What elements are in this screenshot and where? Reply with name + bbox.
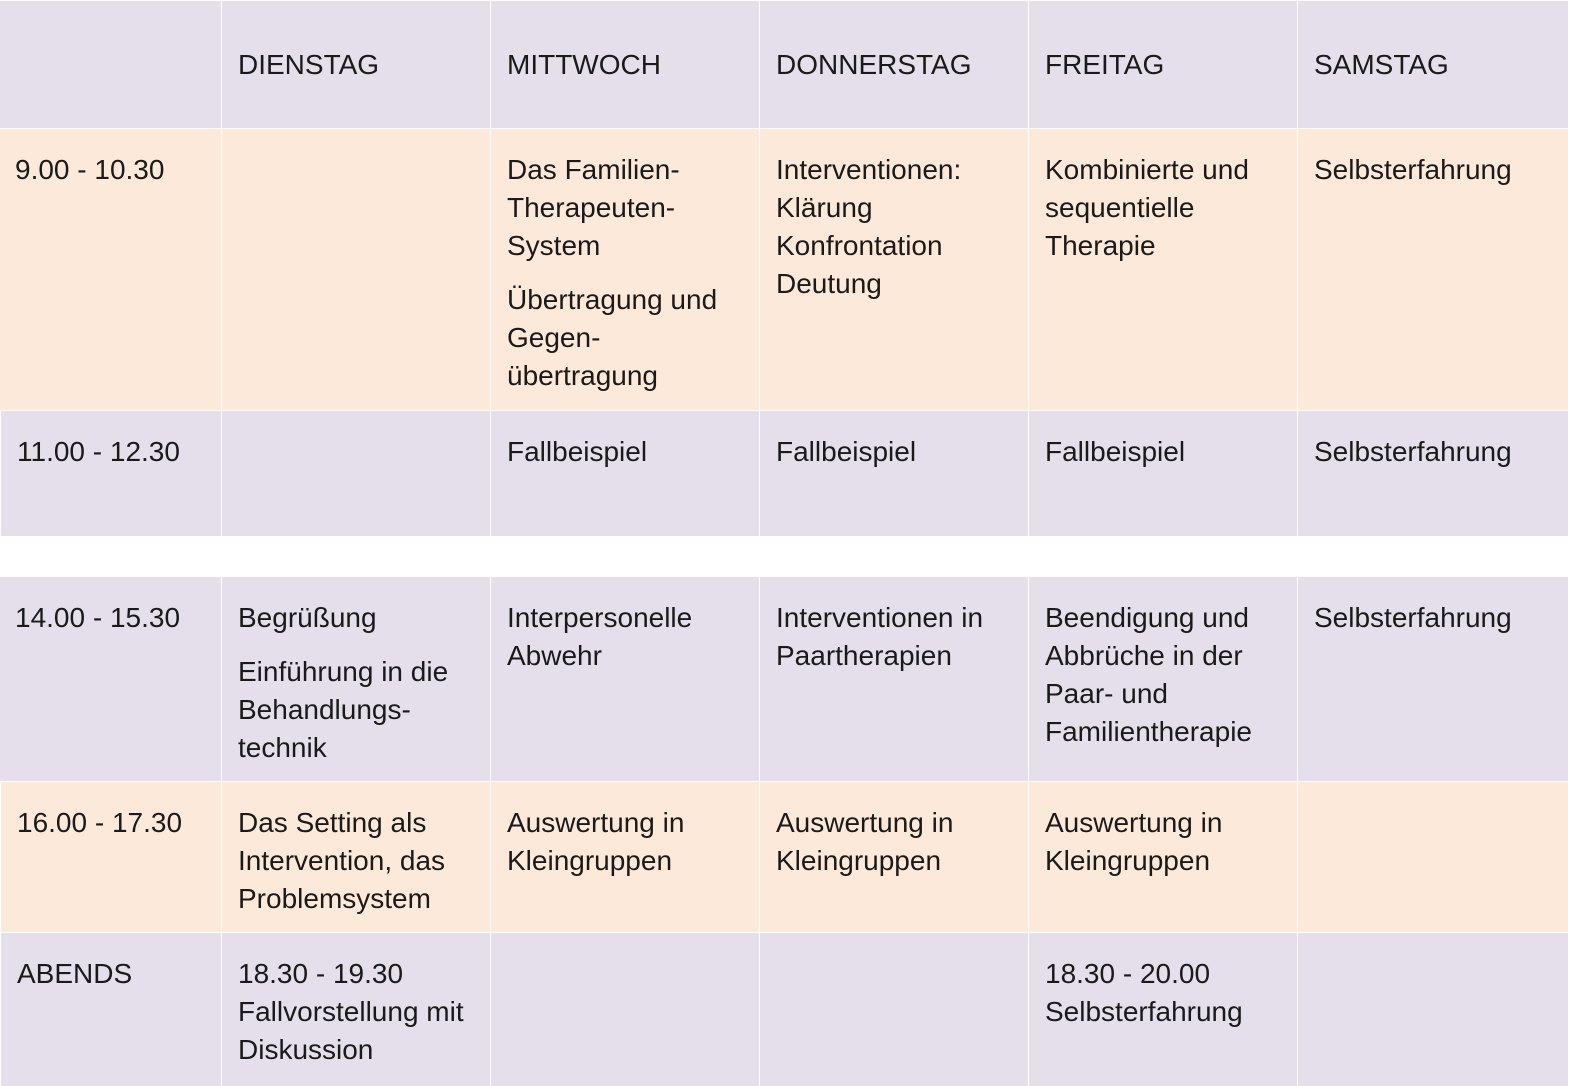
session-paragraph bbox=[507, 599, 747, 675]
session-cell-saturday bbox=[1297, 128, 1568, 410]
session-text-line: System bbox=[507, 230, 601, 261]
session-text-line: Kleingruppen bbox=[507, 845, 673, 876]
session-text-line: Das Setting als bbox=[238, 807, 427, 838]
time-slot-label: 14.00 - 15.30 bbox=[15, 602, 181, 633]
day-label: SAMSTAG bbox=[1314, 49, 1449, 80]
session-cell-tuesday bbox=[221, 410, 490, 536]
session-cell-thursday bbox=[759, 781, 1028, 932]
session-text-line: Therapie bbox=[1045, 230, 1156, 261]
session-text-line: Kleingruppen bbox=[1045, 845, 1211, 876]
session-paragraph bbox=[776, 433, 1016, 471]
session-text-line: Kleingruppen bbox=[776, 845, 942, 876]
session-text-line: Diskussion bbox=[238, 1034, 374, 1065]
session-text-line: Interpersonelle bbox=[507, 602, 693, 633]
afternoon-block bbox=[0, 576, 1568, 1086]
session-paragraph bbox=[1314, 151, 1556, 189]
session-paragraph bbox=[776, 151, 1016, 303]
day-label: FREITAG bbox=[1045, 49, 1165, 80]
session-text-line: Problemsystem bbox=[238, 883, 431, 914]
session-paragraph bbox=[238, 955, 478, 1069]
day-label: DIENSTAG bbox=[238, 49, 380, 80]
day-label: MITTWOCH bbox=[507, 49, 661, 80]
session-cell-tuesday bbox=[221, 128, 490, 410]
session-paragraph bbox=[776, 804, 1016, 880]
header-day-saturday bbox=[1297, 0, 1568, 128]
session-paragraph bbox=[238, 804, 478, 918]
session-cell-wednesday bbox=[490, 576, 759, 781]
day-label: DONNERSTAG bbox=[776, 49, 972, 80]
session-cell-tuesday bbox=[221, 932, 490, 1086]
session-cell-saturday bbox=[1297, 781, 1568, 932]
session-paragraph bbox=[1314, 599, 1556, 637]
session-text-line: Familientherapie bbox=[1045, 716, 1252, 747]
session-paragraph bbox=[1045, 151, 1285, 265]
session-text-line: Beendigung und bbox=[1045, 602, 1249, 633]
session-text-line: Therapeuten- bbox=[507, 192, 676, 223]
session-text-line: sequentielle bbox=[1045, 192, 1195, 223]
morning-block bbox=[0, 128, 1568, 536]
session-text-line: Abbrüche in der bbox=[1045, 640, 1243, 671]
time-slot-cell bbox=[0, 781, 221, 932]
session-text-line: Begrüßung bbox=[238, 602, 377, 633]
session-text-line: Interventionen in bbox=[776, 602, 984, 633]
session-text-line: Kombinierte und bbox=[1045, 154, 1249, 185]
session-paragraph bbox=[776, 599, 1016, 675]
schedule-header bbox=[0, 0, 1568, 128]
session-text-line: Abwehr bbox=[507, 640, 602, 671]
time-slot-cell bbox=[0, 128, 221, 410]
session-cell-wednesday bbox=[490, 410, 759, 536]
session-cell-thursday bbox=[759, 576, 1028, 781]
session-cell-saturday bbox=[1297, 932, 1568, 1086]
session-text-line: Fallbeispiel bbox=[507, 436, 648, 467]
session-cell-wednesday bbox=[490, 781, 759, 932]
session-paragraph bbox=[238, 653, 478, 767]
session-paragraph bbox=[238, 599, 478, 637]
session-text-line: Deutung bbox=[776, 268, 882, 299]
header-corner-cell bbox=[0, 0, 221, 128]
session-paragraph bbox=[1045, 804, 1285, 880]
session-text-line: Interventionen: bbox=[776, 154, 962, 185]
session-paragraph bbox=[1045, 955, 1285, 1031]
session-cell-friday bbox=[1028, 128, 1297, 410]
session-cell-tuesday bbox=[221, 576, 490, 781]
session-cell-thursday bbox=[759, 932, 1028, 1086]
session-cell-friday bbox=[1028, 781, 1297, 932]
session-cell-friday bbox=[1028, 576, 1297, 781]
session-text-line: Konfrontation bbox=[776, 230, 943, 261]
session-cell-saturday bbox=[1297, 576, 1568, 781]
header-day-tuesday bbox=[221, 0, 490, 128]
session-text-line: Auswertung in bbox=[507, 807, 685, 838]
session-text-line: technik bbox=[238, 732, 327, 763]
session-paragraph bbox=[1314, 433, 1556, 471]
session-cell-friday bbox=[1028, 410, 1297, 536]
session-text-line: Selbsterfahrung bbox=[1314, 154, 1512, 185]
session-text-line: Fallbeispiel bbox=[776, 436, 917, 467]
session-text-line: Paar- und bbox=[1045, 678, 1168, 709]
time-slot-label: ABENDS bbox=[17, 958, 133, 989]
session-text-line: Fallbeispiel bbox=[1045, 436, 1186, 467]
time-slot-label: 9.00 - 10.30 bbox=[15, 154, 165, 185]
session-text-line: übertragung bbox=[507, 360, 659, 391]
session-text-line: Übertragung und bbox=[507, 284, 718, 315]
header-day-thursday bbox=[759, 0, 1028, 128]
session-cell-thursday bbox=[759, 410, 1028, 536]
session-text-line: Intervention, das bbox=[238, 845, 446, 876]
session-paragraph bbox=[507, 151, 747, 265]
session-text-line: Auswertung in bbox=[1045, 807, 1223, 838]
session-text-line: Selbsterfahrung bbox=[1045, 996, 1243, 1027]
session-text-line: Fallvorstellung mit bbox=[238, 996, 464, 1027]
session-text-line: 18.30 - 19.30 bbox=[238, 958, 404, 989]
session-text-line: 18.30 - 20.00 bbox=[1045, 958, 1211, 989]
time-slot-cell bbox=[0, 576, 221, 781]
session-paragraph bbox=[1045, 599, 1285, 751]
time-slot-label: 11.00 - 12.30 bbox=[17, 436, 180, 467]
session-cell-tuesday bbox=[221, 781, 490, 932]
time-slot-cell bbox=[0, 932, 221, 1086]
session-text-line: Gegen- bbox=[507, 322, 601, 353]
session-cell-friday bbox=[1028, 932, 1297, 1086]
session-text-line: Einführung in die bbox=[238, 656, 449, 687]
session-text-line: Selbsterfahrung bbox=[1314, 436, 1512, 467]
session-text-line: Paartherapien bbox=[776, 640, 952, 671]
session-cell-wednesday bbox=[490, 128, 759, 410]
session-text-line: Auswertung in bbox=[776, 807, 954, 838]
session-cell-wednesday bbox=[490, 932, 759, 1086]
session-cell-saturday bbox=[1297, 410, 1568, 536]
header-day-wednesday bbox=[490, 0, 759, 128]
session-paragraph bbox=[1045, 433, 1285, 471]
session-cell-thursday bbox=[759, 128, 1028, 410]
session-text-line: Behandlungs- bbox=[238, 694, 411, 725]
header-day-friday bbox=[1028, 0, 1297, 128]
time-slot-label: 16.00 - 17.30 bbox=[17, 807, 183, 838]
session-text-line: Das Familien- bbox=[507, 154, 680, 185]
session-text-line: Klärung bbox=[776, 192, 873, 223]
session-paragraph bbox=[507, 433, 747, 471]
session-paragraph bbox=[507, 281, 747, 395]
time-slot-cell bbox=[0, 410, 221, 536]
session-text-line: Selbsterfahrung bbox=[1314, 602, 1512, 633]
session-paragraph bbox=[507, 804, 747, 880]
